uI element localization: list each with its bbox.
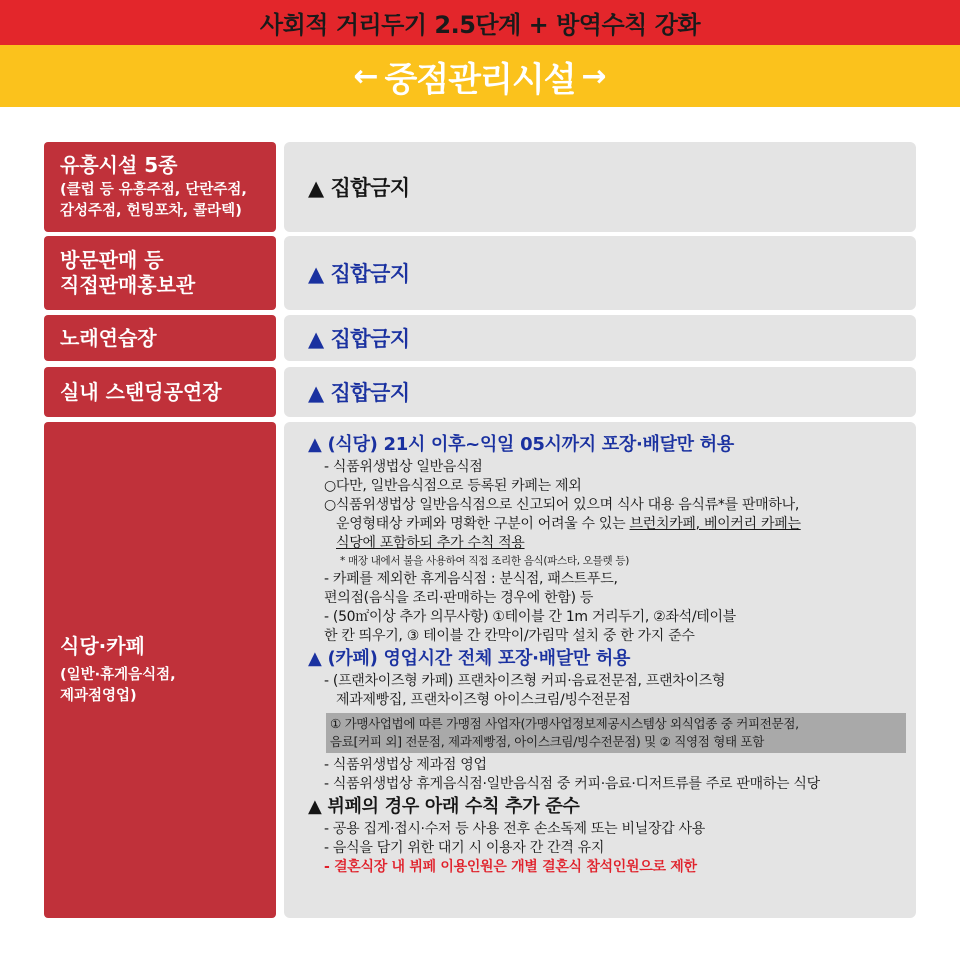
rule-text: ▲ 집합금지 [308,176,410,200]
top-title: 사회적 거리두기 2.5단계 + 방역수칙 강화 [259,11,701,39]
facility-rule [284,315,916,361]
right-arrow-icon: → [581,58,607,94]
facility-row-food [44,422,916,918]
footnote: * 매장 내에서 불을 사용하여 직접 조리한 음식(파스타, 오믈렛 등) [340,555,629,567]
rule-text: ▲ 집합금지 [308,327,410,351]
rule-line-part: 운영형태상 카페와 명확한 구분이 어려울 수 있는 [336,516,630,532]
facility-row [44,315,916,361]
rule-line [302,534,898,553]
food-rules [284,422,916,918]
facility-row [44,236,916,310]
note-line: ① 가맹사업법에 따른 가맹점 사업자(가맹사업정보제공시스템상 외식업종 중 커피전문점, [330,716,799,731]
rule-text: ▲ 집합금지 [308,262,410,286]
category-name: 식당·카페 [60,634,145,659]
category-name: 실내 스탠딩공연장 [60,379,222,404]
top-banner [0,0,960,45]
note-line: 음료[커피 외] 전문점, 제과제빵점, 아이스크림/빙수전문점) 및 ② 직영점 형태 포함 [330,734,764,749]
rule-line: - 식품위생법상 일반음식점 [324,459,483,475]
franchise-note-box [326,713,906,753]
heading-banner [0,45,960,107]
category-name: 유흥시설 5종 [60,153,178,178]
rule-line: ○다만, 일반음식점으로 등록된 카페는 제외 [324,478,582,494]
rule-line: - 카페를 제외한 휴게음식점 : 분식점, 패스트푸드, [324,571,618,587]
rule-line-highlight: - 결혼식장 내 뷔페 이용인원은 개별 결혼식 참석인원으로 제한 [324,859,697,875]
facility-rule [284,367,916,417]
rule-line: ○식품위생법상 일반음식점으로 신고되어 있으며 식사 대용 음식류*를 판매하나, [324,497,799,513]
rule-line [302,515,898,534]
facility-rule [284,236,916,310]
underlined-text: 식당에 포함하되 추가 수칙 적용 [336,535,525,551]
category-name: 방문판매 등 직접판매홍보관 [60,248,196,297]
facility-category [44,142,276,232]
facility-category [44,422,276,918]
rule-line: - (50㎡이상 추가 의무사항) ①테이블 간 1m 거리두기, ②좌석/테이블 [324,609,736,625]
main-heading: 중점관리시설 [384,59,576,100]
rule-text: ▲ 집합금지 [308,381,410,405]
rule-line: - 음식을 담기 위한 대기 시 이용자 간 간격 유지 [324,840,605,856]
left-arrow-icon: ← [353,58,379,94]
rule-line: - 식품위생법상 휴게음식점·일반음식점 중 커피·음료·디저트류를 주로 판매하는 식당 [324,776,820,792]
restaurant-header: ▲ (식당) 21시 이후~익일 05시까지 포장·배달만 허용 [308,434,734,455]
facility-row [44,367,916,417]
category-sub: (일반·휴게음식점, 제과점영업) [60,667,176,704]
buffet-header: ▲ 뷔페의 경우 아래 수칙 추가 준수 [308,796,580,817]
rule-line: - 공용 집게·접시·수저 등 사용 전후 손소독제 또는 비닐장갑 사용 [324,821,706,837]
facility-category [44,367,276,417]
rule-line: - (프랜차이즈형 카페) 프랜차이즈형 커피·음료전문점, 프랜차이즈형 [324,673,726,689]
category-sub: (클럽 등 유흥주점, 단란주점, 감성주점, 헌팅포차, 콜라텍) [60,182,247,219]
rule-line: 한 칸 띄우기, ③ 테이블 간 칸막이/가림막 설치 중 한 가지 준수 [324,628,695,644]
facility-category [44,236,276,310]
facility-category [44,315,276,361]
rule-line: 편의점(음식을 조리·판매하는 경우에 한함) 등 [324,590,594,606]
facility-rule [284,142,916,232]
rule-line: - 식품위생법상 제과점 영업 [324,757,487,773]
facility-row [44,142,916,232]
cafe-header: ▲ (카페) 영업시간 전체 포장·배달만 허용 [308,648,631,669]
category-name: 노래연습장 [60,325,157,350]
rule-line: 제과제빵집, 프랜차이즈형 아이스크림/빙수전문점 [336,692,631,708]
heading-wrap [353,52,606,101]
underlined-text: 브런치카페, 베이커리 카페는 [629,516,801,532]
